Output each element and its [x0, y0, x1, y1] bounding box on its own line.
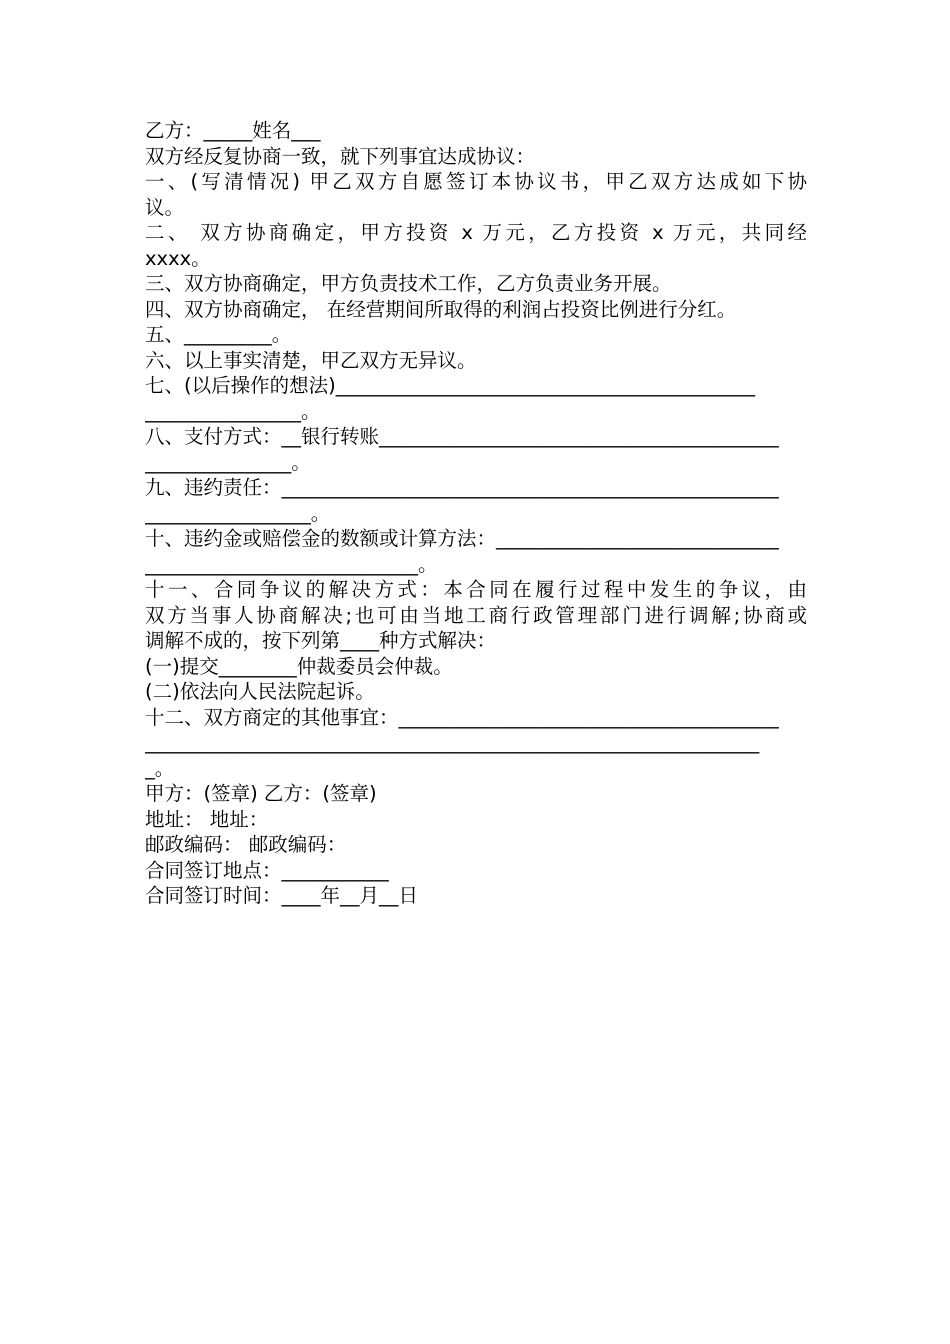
agreement-intro-line: 双方经反复协商一致，就下列事宜达成协议： [145, 144, 536, 168]
clause-2-line-2: xxxx。 [145, 246, 211, 270]
clause-12-line-1: 十二、双方商定的其他事宜：_______________________________________ [145, 705, 779, 729]
clause-6-line: 六、以上事实清楚，甲乙双方无异议。 [145, 348, 477, 372]
clause-12-line-2: _______________________________________________________________ [145, 731, 760, 754]
clause-1-line-1: 一、(写清情况) 甲乙双方自愿签订本协议书，甲乙双方达成如下协 [145, 170, 807, 193]
clause-8-line-1: 八、支付方式：__银行转账_________________________________________ [145, 425, 779, 448]
signature-line: 甲方：(签章) 乙方：(签章) [145, 782, 377, 805]
clause-7-line-2: ________________。 [145, 399, 321, 423]
clause-10-line-2: ____________________________。 [145, 552, 438, 576]
clause-11-line-2: 双方当事人协商解决;也可由当地工商行政管理部门进行调解;协商或 [145, 603, 807, 627]
clause-4-line: 四、双方协商确定， 在经营期间所取得的利润占投资比例进行分红。 [145, 297, 737, 321]
clause-7-line-1: 七、(以后操作的想法)___________________________________________ [145, 374, 755, 397]
clause-5-line: 五、_________。 [145, 323, 292, 346]
signing-place-line: 合同签订地点：___________ [145, 858, 389, 882]
clause-9-line-1: 九、违约责任：___________________________________________________ [145, 476, 779, 499]
clause-9-line-2: _________________。 [145, 501, 331, 525]
clause-11-line-1: 十一、合同争议的解决方式：本合同在履行过程中发生的争议，由 [145, 578, 807, 601]
clause-8-line-2: _______________。 [145, 450, 311, 474]
document-page [145, 118, 807, 909]
clause-11-line-3: 调解不成的，按下列第____种方式解决： [145, 629, 497, 652]
clause-3-line: 三、双方协商确定，甲方负责技术工作，乙方负责业务开展。 [145, 272, 672, 295]
clause-2-line-1: 二、 双方协商确定，甲方投资 x 万元，乙方投资 x 万元，共同经 [145, 221, 807, 244]
party-b-name-line: 乙方：_____姓名___ [145, 119, 321, 142]
clause-11-option-2: (二)依法向人民法院起诉。 [145, 680, 375, 703]
clause-10-line-1: 十、违约金或赔偿金的数额或计算方法：_____________________________ [145, 527, 779, 550]
signing-date-line: 合同签订时间：____年__月__日 [145, 884, 419, 907]
clause-1-line-2: 议。 [145, 195, 185, 219]
postal-code-line: 邮政编码： 邮政编码： [145, 833, 347, 856]
clause-11-option-1: (一)提交________仲裁委员会仲裁。 [145, 654, 453, 678]
clause-12-line-3: _。 [145, 756, 175, 780]
address-line: 地址： 地址： [145, 807, 269, 831]
